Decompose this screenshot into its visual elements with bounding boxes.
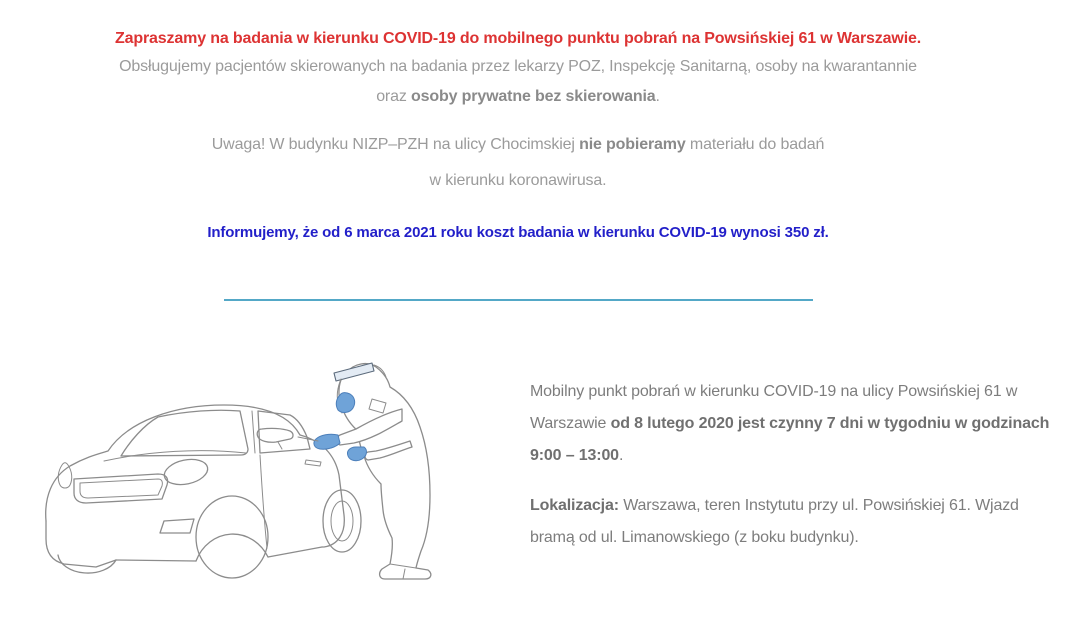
lede-line2-suffix: . (655, 88, 660, 105)
covid-test-illustration-svg (0, 349, 485, 621)
details-column (530, 349, 1060, 554)
opening-suffix: . (618, 447, 624, 464)
lede-line2-prefix: oraz (376, 88, 412, 105)
lede-line2-bold: osoby prywatne bez skierowania (411, 88, 656, 105)
headline: Zapraszamy na badania w kierunku COVID-19 do mobilnego punktu pobrań na Powsińskiej 61 w Warszawie. (114, 30, 922, 47)
uwaga-suffix: materiału do badań (685, 136, 825, 153)
medic-illustration (298, 363, 431, 579)
lede-paragraph (0, 52, 1036, 112)
price-notice: Informujemy, że od 6 marca 2021 roku koszt badania w kierunku COVID-19 wynosi 350 zł. (207, 224, 829, 241)
intro-section (0, 0, 1036, 301)
car-illustration (46, 405, 361, 578)
location-label: Lokalizacja: (530, 497, 619, 514)
location-paragraph (530, 490, 1060, 554)
location-text: Warszawa, teren Instytutu przy ul. Powsińskiej 61. Wjazd bramą od ul. Limanowskiego (z boku budynku). (530, 497, 1019, 546)
opening-bold: od 8 lutego 2020 jest czynny 7 dni w tygodniu w godzinach 9:00 – 13:00 (530, 415, 1050, 464)
opening-hours-paragraph (530, 376, 1060, 472)
covid-test-illustration (0, 349, 485, 621)
opening-prefix: Mobilny punkt pobrań w kierunku COVID-19 na ulicy Powsińskiej 61 w Warszawie (530, 383, 1018, 432)
uwaga-bold: nie pobieramy (579, 136, 686, 153)
lede-line1: Obsługujemy pacjentów skierowanych na badania przez lekarzy POZ, Inspekcję Sanitarną, osoby na kwarantannie (119, 58, 917, 75)
info-section (0, 349, 1079, 621)
section-divider (224, 299, 813, 301)
uwaga-line2: w kierunku koronawirusa. (429, 172, 607, 189)
uwaga-paragraph (0, 127, 1036, 199)
uwaga-prefix: Uwaga! W budynku NIZP–PZH na ulicy Chocimskiej (211, 136, 580, 153)
mask-icon (336, 393, 354, 413)
glove-icon (314, 434, 340, 449)
glove-icon-2 (347, 447, 366, 461)
